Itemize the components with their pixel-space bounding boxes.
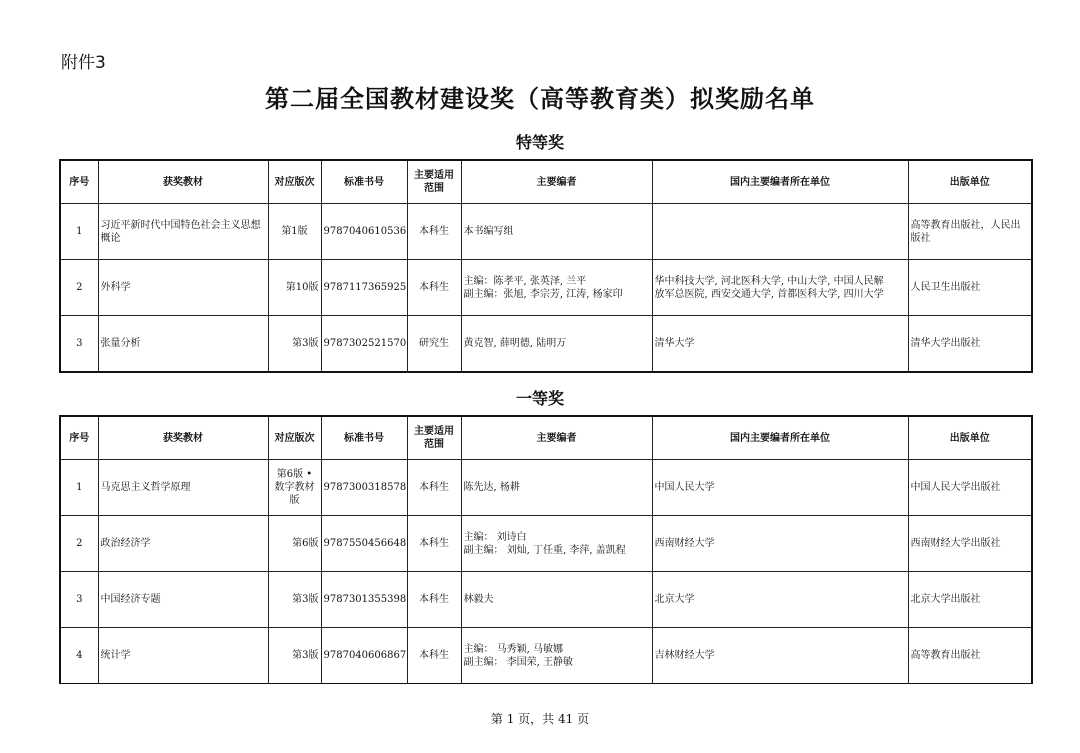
edition: 第3版 (268, 572, 321, 628)
first-award-table (59, 415, 1033, 684)
row-num: 2 (60, 260, 98, 316)
header-editors: 主要编者 (461, 160, 652, 204)
header-isbn: 标准书号 (321, 416, 407, 460)
isbn: 9787117365925 (321, 260, 407, 316)
isbn: 9787040606867 (321, 628, 407, 684)
publisher: 北京大学出版社 (908, 572, 1032, 628)
book-title: 张量分析 (98, 316, 268, 373)
institution (652, 460, 908, 516)
header-book: 获奖教材 (98, 416, 268, 460)
book-title: 习近平新时代中国特色社会主义思想概论 (98, 204, 268, 260)
institution-line: 清华大学 (654, 338, 695, 349)
edition: 第6版 • 数字教材版 (268, 460, 321, 516)
scope: 本科生 (407, 204, 461, 260)
institution-line: 西南财经大学 (654, 538, 715, 549)
book-title: 政治经济学 (98, 516, 268, 572)
table-row (60, 204, 1032, 260)
isbn: 9787301355398 (321, 572, 407, 628)
scope: 本科生 (407, 260, 461, 316)
editors-line: 副主编： 刘灿, 丁任重, 李萍, 盖凯程 (463, 544, 626, 556)
row-num: 2 (60, 516, 98, 572)
header-edition: 对应版次 (268, 416, 321, 460)
scope: 本科生 (407, 628, 461, 684)
publisher: 高等教育出版社，人民出版社 (908, 204, 1032, 260)
attachment-label: 附件3 (61, 53, 106, 73)
editors-line: 主编： 刘诗白 (463, 531, 527, 543)
header-book: 获奖教材 (98, 160, 268, 204)
isbn: 9787302521570 (321, 316, 407, 373)
institution-line: 华中科技大学, 河北医科大学, 中山大学, 中国人民解 (654, 275, 884, 287)
scope: 本科生 (407, 516, 461, 572)
row-num: 3 (60, 316, 98, 373)
scope: 研究生 (407, 316, 461, 373)
editors (461, 204, 652, 260)
header-isbn: 标准书号 (321, 160, 407, 204)
header-institution: 国内主要编者所在单位 (652, 160, 908, 204)
header-editors: 主要编者 (461, 416, 652, 460)
page-footer: 第 1 页，共 41 页 (490, 712, 590, 726)
header-num: 序号 (60, 160, 98, 204)
editors (461, 316, 652, 373)
publisher: 高等教育出版社 (908, 628, 1032, 684)
edition: 第1版 (268, 204, 321, 260)
institution-line: 放军总医院, 西安交通大学, 首都医科大学, 四川大学 (654, 288, 884, 300)
edition: 第3版 (268, 316, 321, 373)
book-title: 统计学 (98, 628, 268, 684)
editors-line: 林毅夫 (463, 594, 494, 605)
editors-line: 主编：陈孝平, 张英泽, 兰平 (463, 275, 587, 287)
institution-line: 吉林财经大学 (654, 650, 715, 661)
institution (652, 628, 908, 684)
publisher: 西南财经大学出版社 (908, 516, 1032, 572)
section-title-special: 特等奖 (515, 133, 564, 152)
isbn: 9787300318578 (321, 460, 407, 516)
header-publisher: 出版单位 (908, 160, 1032, 204)
editors (461, 572, 652, 628)
editors (461, 516, 652, 572)
institution (652, 260, 908, 316)
institution (652, 204, 908, 260)
institution (652, 572, 908, 628)
row-num: 1 (60, 204, 98, 260)
scope: 本科生 (407, 572, 461, 628)
publisher: 清华大学出版社 (908, 316, 1032, 373)
editors-line: 黄克智, 薛明德, 陆明万 (463, 338, 567, 349)
table-row (60, 260, 1032, 316)
editors (461, 460, 652, 516)
document-title: 第二届全国教材建设奖（高等教育类）拟奖励名单 (265, 84, 815, 113)
edition: 第3版 (268, 628, 321, 684)
publisher: 中国人民大学出版社 (908, 460, 1032, 516)
table-header-row (60, 160, 1032, 204)
editors (461, 628, 652, 684)
editors-line: 副主编： 李国荣, 王静敏 (463, 656, 574, 668)
editors-line: 本书编写组 (463, 226, 514, 237)
table-row (60, 316, 1032, 373)
institution-line: 中国人民大学 (654, 482, 715, 493)
publisher: 人民卫生出版社 (908, 260, 1032, 316)
institution (652, 316, 908, 373)
header-edition: 对应版次 (268, 160, 321, 204)
header-num: 序号 (60, 416, 98, 460)
section-title-first: 一等奖 (515, 389, 564, 408)
edition: 第6版 (268, 516, 321, 572)
book-title: 马克思主义哲学原理 (98, 460, 268, 516)
special-award-table (59, 159, 1033, 373)
header-scope: 主要适用范围 (407, 416, 461, 460)
book-title: 中国经济专题 (98, 572, 268, 628)
isbn: 9787040610536 (321, 204, 407, 260)
header-publisher: 出版单位 (908, 416, 1032, 460)
editors-line: 陈先达, 杨耕 (463, 482, 520, 493)
header-scope: 主要适用范围 (407, 160, 461, 204)
editors-line: 主编： 马秀颖, 马敏娜 (463, 643, 564, 655)
row-num: 1 (60, 460, 98, 516)
editors (461, 260, 652, 316)
institution-line: 北京大学 (654, 594, 695, 605)
edition: 第10版 (268, 260, 321, 316)
table-row (60, 572, 1032, 628)
table-row (60, 516, 1032, 572)
table-row (60, 460, 1032, 516)
header-institution: 国内主要编者所在单位 (652, 416, 908, 460)
institution (652, 516, 908, 572)
row-num: 3 (60, 572, 98, 628)
table-row (60, 628, 1032, 684)
table-header-row (60, 416, 1032, 460)
isbn: 9787550456648 (321, 516, 407, 572)
scope: 本科生 (407, 460, 461, 516)
book-title: 外科学 (98, 260, 268, 316)
editors-line: 副主编：张旭, 李宗芳, 江涛, 杨家印 (463, 288, 623, 300)
row-num: 4 (60, 628, 98, 684)
